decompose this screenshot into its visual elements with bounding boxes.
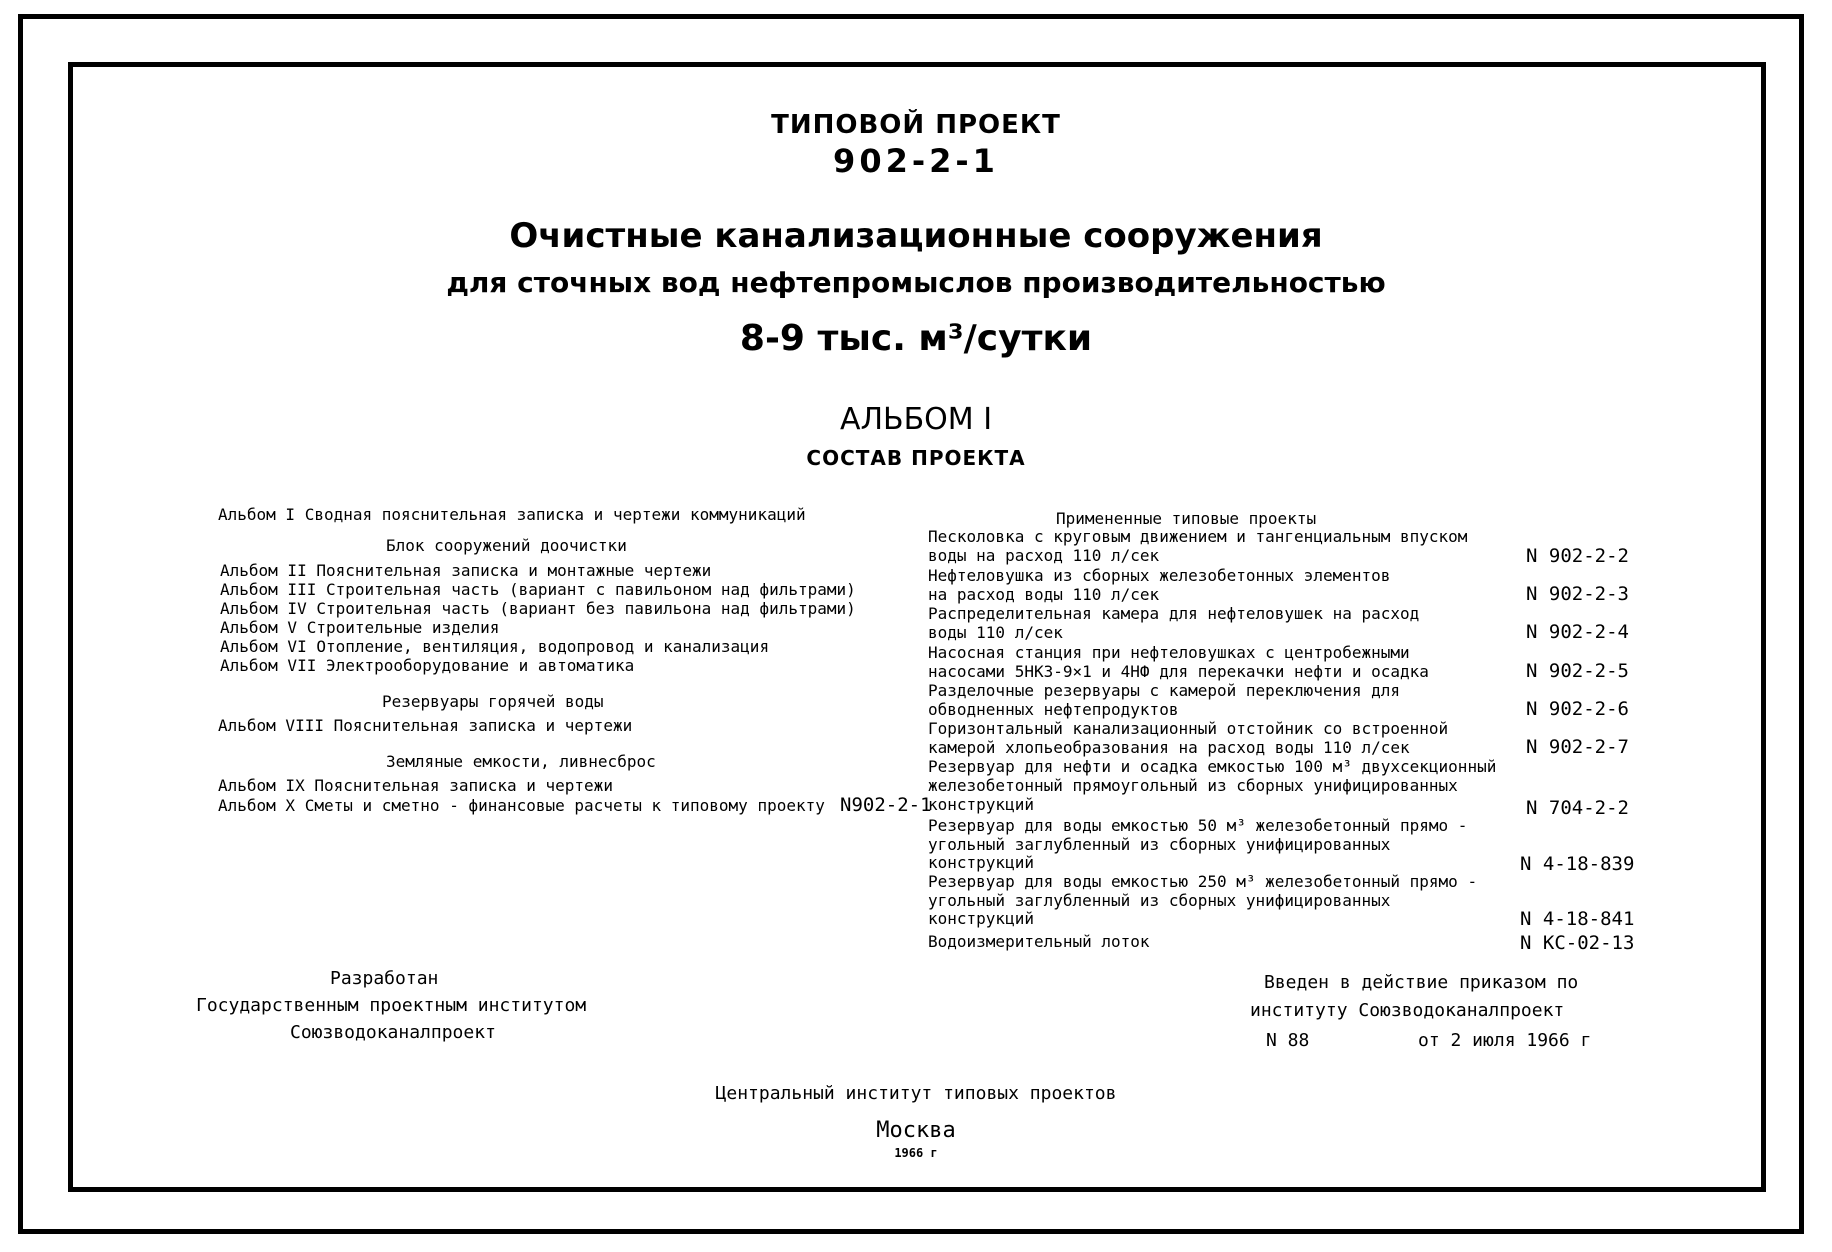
album-subtitle: СОСТАВ ПРОЕКТА bbox=[806, 446, 1026, 470]
list-line: Горизонтальный канализационный отстойник со встроенной bbox=[928, 719, 1449, 738]
order-date: от 2 июля 1966 г bbox=[1418, 1030, 1592, 1051]
estimate-number: N902-2-1 bbox=[840, 794, 932, 816]
order-number: N 88 bbox=[1266, 1030, 1310, 1051]
list-line: конструкций bbox=[928, 853, 1034, 872]
project-number: 902-2-1 bbox=[833, 142, 999, 180]
developer-label: Разработан bbox=[330, 968, 439, 989]
list-line: Распределительная камера для нефтеловушек на расход bbox=[928, 604, 1420, 623]
group-title-earth: Земляные емкости, ливнесброс bbox=[386, 752, 656, 771]
list-line: конструкций bbox=[928, 909, 1034, 928]
list-line: железобетонный прямоугольный из сборных унифицированных bbox=[928, 776, 1458, 795]
project-number-ref: N 4-18-841 bbox=[1520, 908, 1635, 930]
developer-institute: Государственным проектным институтом bbox=[196, 995, 587, 1016]
list-item: Альбом III Строительная часть (вариант с павильоном над фильтрами) bbox=[220, 580, 856, 599]
list-item: Альбом V Строительные изделия bbox=[220, 618, 500, 637]
album-1-entry: Альбом I Сводная пояснительная записка и чертежи коммуникаций bbox=[218, 505, 806, 524]
list-line: камерой хлопьеобразования на расход воды 110 л/сек bbox=[928, 738, 1410, 757]
list-line: воды 110 л/сек bbox=[928, 623, 1063, 642]
project-number-ref: N 902-2-2 bbox=[1526, 545, 1629, 567]
list-line: Резервуар для нефти и осадка емкостью 100 м³ двухсекционный bbox=[928, 757, 1497, 776]
title-line-1: Очистные канализационные сооружения bbox=[509, 216, 1323, 256]
list-line: обводненных нефтепродуктов bbox=[928, 700, 1179, 719]
list-line: угольный заглубленный из сборных унифицированных bbox=[928, 891, 1391, 910]
project-number-ref: N 902-2-3 bbox=[1526, 583, 1629, 605]
project-number-ref: N 4-18-839 bbox=[1520, 853, 1635, 875]
order-line-2: институту Союзводоканалпроект bbox=[1250, 1000, 1565, 1021]
project-number-ref: N 902-2-4 bbox=[1526, 621, 1629, 643]
list-item: Альбом VII Электрооборудование и автоматика bbox=[220, 656, 635, 675]
project-number-ref: N 902-2-6 bbox=[1526, 698, 1629, 720]
central-institute: Центральный институт типовых проектов bbox=[715, 1083, 1117, 1104]
list-line: Разделочные резервуары с камерой переключения для bbox=[928, 681, 1401, 700]
list-line: Насосная станция при нефтеловушках с центробежными bbox=[928, 643, 1410, 662]
list-line: угольный заглубленный из сборных унифицированных bbox=[928, 835, 1391, 854]
project-number-ref: N 902-2-7 bbox=[1526, 736, 1629, 758]
list-line: воды на расход 110 л/сек bbox=[928, 546, 1160, 565]
group-title-purification: Блок сооружений доочистки bbox=[386, 536, 627, 555]
list-line: Резервуар для воды емкостью 50 м³ железобетонный прямо - bbox=[928, 816, 1468, 835]
list-line: Водоизмерительный лоток bbox=[928, 932, 1150, 951]
list-line: Песколовка с круговым движением и тангенциальным впуском bbox=[928, 527, 1468, 546]
year: 1966 г bbox=[894, 1146, 938, 1160]
capacity-line: 8-9 тыс. м³/сутки bbox=[739, 318, 1093, 359]
project-number-ref: N 704-2-2 bbox=[1526, 797, 1629, 819]
list-item: Альбом VIII Пояснительная записка и чертежи bbox=[218, 716, 633, 735]
list-item: Альбом VI Отопление, вентиляция, водопровод и канализация bbox=[220, 637, 770, 656]
list-item: Альбом II Пояснительная записка и монтажные чертежи bbox=[220, 561, 712, 580]
list-line: Нефтеловушка из сборных железобетонных элементов bbox=[928, 566, 1391, 585]
list-item: Альбом X Сметы и сметно - финансовые расчеты к типовому проекту bbox=[218, 796, 825, 815]
city: Москва bbox=[876, 1118, 956, 1143]
project-number-ref: N 902-2-5 bbox=[1526, 660, 1629, 682]
list-line: на расход воды 110 л/сек bbox=[928, 585, 1160, 604]
applied-projects-title: Примененные типовые проекты bbox=[1056, 509, 1317, 528]
title-line-2: для сточных вод нефтепромыслов производительностью bbox=[446, 266, 1386, 299]
order-line-1: Введен в действие приказом по bbox=[1264, 972, 1579, 993]
album-name: АЛЬБОМ I bbox=[839, 402, 993, 437]
list-item: Альбом IX Пояснительная записка и чертежи bbox=[218, 776, 613, 795]
group-title-hot-water: Резервуары горячей воды bbox=[382, 692, 604, 711]
list-line: Резервуар для воды емкостью 250 м³ железобетонный прямо - bbox=[928, 872, 1478, 891]
project-number-ref: N КС-02-13 bbox=[1520, 932, 1635, 954]
type-label: ТИПОВОЙ ПРОЕКТ bbox=[771, 110, 1061, 140]
list-item: Альбом IV Строительная часть (вариант без павильона над фильтрами) bbox=[220, 599, 856, 618]
list-line: конструкций bbox=[928, 795, 1034, 814]
developer-name: Союзводоканалпроект bbox=[290, 1022, 496, 1043]
list-line: насосами 5НКЗ-9×1 и 4НФ для перекачки нефти и осадка bbox=[928, 662, 1429, 681]
